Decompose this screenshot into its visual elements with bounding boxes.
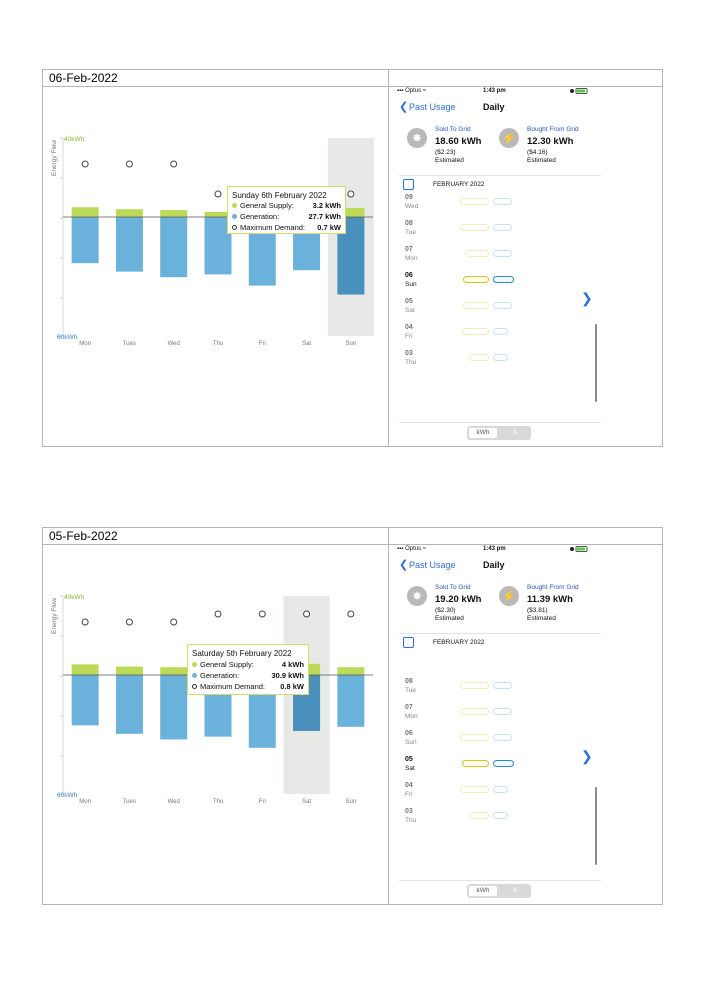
day-weekday: Tue bbox=[405, 687, 416, 694]
day-weekday: Sat bbox=[405, 307, 415, 314]
y-top-label: 40kWh bbox=[64, 136, 85, 143]
generation-bar bbox=[116, 675, 143, 734]
day-row[interactable] bbox=[405, 220, 605, 242]
day-row[interactable] bbox=[405, 730, 605, 752]
tooltip-title: Saturday 5th February 2022 bbox=[192, 649, 292, 658]
day-row[interactable] bbox=[405, 194, 605, 216]
day-number: 06 bbox=[405, 272, 413, 279]
day-number: 05 bbox=[405, 756, 413, 763]
divider bbox=[399, 633, 601, 634]
usage-pill-yellow bbox=[460, 734, 489, 741]
generation-bar bbox=[116, 217, 143, 272]
day-row[interactable] bbox=[405, 704, 605, 726]
supply-bar bbox=[160, 667, 187, 675]
day-weekday: Mon bbox=[405, 713, 418, 720]
x-tick-label: Mon bbox=[79, 799, 91, 805]
supply-dot-icon bbox=[192, 662, 197, 667]
day-number: 03 bbox=[405, 808, 413, 815]
stat-cost: ($2.30) bbox=[435, 607, 456, 614]
max-demand-point bbox=[171, 161, 177, 167]
status-bar bbox=[395, 546, 605, 556]
day-number: 04 bbox=[405, 782, 413, 789]
chevron-left-icon[interactable]: ❮ bbox=[399, 559, 409, 571]
kwh-toggle-option[interactable]: kWh bbox=[469, 886, 497, 896]
tooltip-label: General Supply: bbox=[200, 660, 254, 669]
usage-pill-blue bbox=[493, 734, 512, 741]
supply-bar bbox=[160, 210, 187, 217]
chevron-left-icon[interactable]: ❮ bbox=[399, 101, 409, 113]
usage-pill-blue bbox=[493, 708, 512, 715]
usage-pill-blue bbox=[493, 224, 512, 231]
max-demand-point bbox=[259, 611, 265, 617]
stat-value: 12.30 kWh bbox=[527, 136, 574, 147]
nav-title: Daily bbox=[483, 560, 505, 570]
day-weekday: Wed bbox=[405, 203, 419, 210]
energy-chart bbox=[43, 544, 388, 904]
nav-bar bbox=[395, 558, 605, 574]
scrollbar[interactable] bbox=[595, 324, 597, 402]
stat-label: Sold To Grid bbox=[435, 126, 471, 133]
energy-chart bbox=[43, 86, 388, 446]
screenshot-panel-1 bbox=[42, 69, 663, 447]
day-number: 07 bbox=[405, 246, 413, 253]
usage-pill-blue bbox=[493, 682, 512, 689]
chevron-right-icon[interactable]: ❯ bbox=[581, 748, 593, 764]
day-number: 08 bbox=[405, 220, 413, 227]
bought-from-grid-stat bbox=[497, 584, 597, 632]
day-weekday: Fri bbox=[405, 333, 413, 340]
panel-divider bbox=[388, 528, 389, 904]
usage-pill-yellow bbox=[460, 708, 489, 715]
generation-bar bbox=[337, 675, 364, 727]
panel-divider bbox=[388, 70, 389, 446]
day-row[interactable] bbox=[405, 678, 605, 700]
usage-pill-blue bbox=[493, 812, 508, 819]
divider bbox=[399, 422, 601, 423]
bolt-icon: ⚡ bbox=[499, 128, 519, 148]
x-tick-label: Tues bbox=[122, 799, 136, 805]
usage-pill-yellow bbox=[463, 276, 489, 283]
sold-to-grid-stat bbox=[405, 126, 505, 174]
unit-toggle[interactable] bbox=[467, 884, 531, 898]
generation-dot-icon bbox=[232, 214, 237, 219]
dollar-toggle-option[interactable]: $ bbox=[513, 429, 517, 436]
stat-label: Bought From Grid bbox=[527, 584, 579, 591]
day-weekday: Fri bbox=[405, 791, 413, 798]
tooltip-value: 30.9 kWh bbox=[271, 671, 304, 680]
day-weekday: Sun bbox=[405, 281, 417, 288]
usage-pill-yellow bbox=[460, 198, 489, 205]
usage-pill-yellow bbox=[462, 760, 489, 767]
day-weekday: Thu bbox=[405, 817, 417, 824]
stat-cost: ($3.81) bbox=[527, 607, 548, 614]
day-row[interactable] bbox=[405, 782, 605, 804]
sold-to-grid-stat bbox=[405, 584, 505, 632]
max-demand-point bbox=[348, 611, 354, 617]
tooltip-row-supply bbox=[192, 660, 304, 670]
generation-dot-icon bbox=[192, 673, 197, 678]
supply-bar bbox=[337, 667, 364, 675]
generation-bar bbox=[72, 675, 99, 725]
supply-bar bbox=[72, 664, 99, 675]
panel-date-title: 06-Feb-2022 bbox=[49, 71, 118, 85]
bolt-icon: ⚡ bbox=[499, 586, 519, 606]
screenshot-panel-2 bbox=[42, 527, 663, 905]
dollar-toggle-option[interactable]: $ bbox=[513, 887, 517, 894]
day-row[interactable] bbox=[405, 350, 605, 372]
day-row[interactable] bbox=[405, 808, 605, 830]
y-axis-label: Energy Flow bbox=[51, 139, 58, 176]
panel-header bbox=[43, 528, 662, 545]
x-tick-label: Sat bbox=[302, 341, 312, 347]
month-label: FEBRUARY 2022 bbox=[433, 181, 485, 188]
generation-bar bbox=[72, 217, 99, 263]
stat-cost: ($2.23) bbox=[435, 149, 456, 156]
carrier-label: ▪▪▪ Optus ≈ bbox=[397, 546, 427, 552]
day-weekday: Mon bbox=[405, 255, 418, 262]
day-number: 06 bbox=[405, 730, 413, 737]
stat-label: Bought From Grid bbox=[527, 126, 579, 133]
day-number: 05 bbox=[405, 298, 413, 305]
day-weekday: Tue bbox=[405, 229, 416, 236]
carrier-name: Optus bbox=[405, 88, 422, 94]
day-weekday: Sat bbox=[405, 765, 415, 772]
divider bbox=[399, 175, 601, 176]
status-time: 1:43 pm bbox=[483, 88, 506, 94]
status-time: 1:43 pm bbox=[483, 546, 506, 552]
x-tick-label: Wed bbox=[167, 341, 180, 347]
battery-icon bbox=[570, 546, 590, 552]
tooltip-label: Maximum Demand: bbox=[240, 223, 306, 232]
stat-note: Estimated bbox=[527, 157, 556, 164]
tooltip-value: 4 kWh bbox=[281, 660, 304, 669]
x-tick-label: Mon bbox=[79, 341, 91, 347]
x-tick-label: Wed bbox=[167, 799, 180, 805]
demand-dot-icon bbox=[232, 225, 237, 230]
tooltip-label: Maximum Demand: bbox=[200, 682, 266, 691]
tooltip-value: 0.7 kW bbox=[317, 223, 341, 232]
day-weekday: Sun bbox=[405, 739, 417, 746]
supply-bar bbox=[116, 209, 143, 217]
day-row[interactable] bbox=[405, 298, 605, 320]
day-number: 07 bbox=[405, 704, 413, 711]
max-demand-point bbox=[348, 191, 354, 197]
stat-note: Estimated bbox=[435, 157, 464, 164]
day-row[interactable] bbox=[405, 756, 605, 778]
tooltip-label: Generation: bbox=[200, 671, 240, 680]
max-demand-point bbox=[82, 161, 88, 167]
phone-screen bbox=[395, 86, 605, 446]
max-demand-point bbox=[171, 619, 177, 625]
back-button[interactable]: Past Usage bbox=[409, 560, 456, 570]
usage-pill-blue bbox=[493, 302, 512, 309]
max-demand-point bbox=[126, 161, 132, 167]
panel-date-title: 05-Feb-2022 bbox=[49, 529, 118, 543]
tooltip-label: Generation: bbox=[240, 212, 280, 221]
y-bottom-label: 60kWh bbox=[57, 334, 78, 341]
wifi-icon: ≈ bbox=[422, 546, 427, 552]
max-demand-point bbox=[304, 611, 310, 617]
tooltip-row-demand bbox=[192, 682, 304, 692]
tooltip-value: 0.8 kW bbox=[280, 682, 304, 691]
back-button[interactable]: Past Usage bbox=[409, 102, 456, 112]
x-tick-label: Sun bbox=[345, 341, 357, 347]
x-tick-label: Thu bbox=[212, 799, 224, 805]
tooltip-row-supply bbox=[232, 201, 341, 211]
day-row[interactable] bbox=[405, 324, 605, 346]
y-top-label: 40kWh bbox=[64, 594, 85, 601]
y-axis-label: Energy Flow bbox=[51, 597, 58, 634]
usage-pill-blue bbox=[493, 786, 508, 793]
stat-cost: ($4.16) bbox=[527, 149, 548, 156]
usage-pill-yellow bbox=[469, 354, 489, 361]
stat-note: Estimated bbox=[435, 615, 464, 622]
sun-icon: ✸ bbox=[407, 586, 427, 606]
bought-from-grid-stat bbox=[497, 126, 597, 174]
stat-value: 11.39 kWh bbox=[527, 594, 573, 605]
usage-pill-yellow bbox=[460, 786, 489, 793]
x-tick-label: Tues bbox=[122, 341, 136, 347]
sun-icon: ✸ bbox=[407, 128, 427, 148]
x-tick-label: Sun bbox=[345, 799, 357, 805]
stat-note: Estimated bbox=[527, 615, 556, 622]
nav-title: Daily bbox=[483, 102, 505, 112]
supply-dot-icon bbox=[232, 203, 237, 208]
max-demand-point bbox=[215, 191, 221, 197]
x-tick-label: Fri bbox=[258, 341, 266, 347]
scrollbar[interactable] bbox=[595, 787, 597, 865]
phone-screen bbox=[395, 544, 605, 904]
month-label: FEBRUARY 2022 bbox=[433, 639, 485, 646]
usage-pill-blue bbox=[493, 250, 512, 257]
x-tick-label: Sat bbox=[302, 799, 312, 805]
panel-header bbox=[43, 70, 662, 87]
supply-bar bbox=[116, 667, 143, 675]
generation-bar bbox=[160, 217, 187, 277]
tooltip-row-generation bbox=[232, 212, 341, 222]
day-number: 08 bbox=[405, 678, 413, 685]
usage-pill-yellow bbox=[469, 812, 489, 819]
y-bottom-label: 60kWh bbox=[57, 792, 78, 799]
max-demand-point bbox=[215, 611, 221, 617]
usage-pill-yellow bbox=[460, 224, 489, 231]
usage-pill-yellow bbox=[465, 250, 489, 257]
wifi-icon: ≈ bbox=[422, 88, 427, 94]
unit-toggle[interactable] bbox=[467, 426, 531, 440]
tooltip-label: General Supply: bbox=[240, 201, 294, 210]
max-demand-point bbox=[82, 619, 88, 625]
tooltip-title: Sunday 6th February 2022 bbox=[232, 191, 327, 200]
carrier-label: ▪▪▪ Optus ≈ bbox=[397, 88, 427, 94]
chart-tooltip bbox=[187, 644, 309, 695]
status-bar bbox=[395, 88, 605, 98]
usage-pill-blue bbox=[493, 328, 508, 335]
calendar-icon[interactable] bbox=[403, 637, 414, 648]
day-number: 03 bbox=[405, 350, 413, 357]
tooltip-row-generation bbox=[192, 671, 304, 681]
supply-bar bbox=[72, 207, 99, 217]
x-tick-label: Thu bbox=[212, 341, 224, 347]
usage-pill-blue bbox=[493, 276, 514, 283]
x-tick-label: Fri bbox=[258, 799, 266, 805]
day-number: 04 bbox=[405, 324, 413, 331]
chart-tooltip bbox=[227, 186, 346, 234]
nav-bar bbox=[395, 100, 605, 116]
kwh-toggle-option[interactable]: kWh bbox=[469, 428, 497, 438]
demand-dot-icon bbox=[192, 684, 197, 689]
max-demand-point bbox=[126, 619, 132, 625]
day-row[interactable] bbox=[405, 246, 605, 268]
carrier-name: Optus bbox=[405, 546, 422, 552]
usage-pill-yellow bbox=[463, 302, 489, 309]
tooltip-row-demand bbox=[232, 223, 341, 233]
stat-label: Sold To Grid bbox=[435, 584, 471, 591]
usage-pill-blue bbox=[493, 760, 514, 767]
battery-icon bbox=[570, 88, 590, 94]
tooltip-value: 27.7 kWh bbox=[308, 212, 341, 221]
tooltip-value: 3.2 kWh bbox=[312, 201, 341, 210]
usage-pill-blue bbox=[493, 198, 512, 205]
usage-pill-yellow bbox=[462, 328, 489, 335]
calendar-icon[interactable] bbox=[403, 179, 414, 190]
generation-bar bbox=[160, 675, 187, 739]
stat-value: 19.20 kWh bbox=[435, 594, 482, 605]
day-number: 09 bbox=[405, 194, 413, 201]
divider bbox=[399, 880, 601, 881]
day-weekday: Thu bbox=[405, 359, 417, 366]
stat-value: 18.60 kWh bbox=[435, 136, 482, 147]
usage-pill-yellow bbox=[460, 682, 489, 689]
usage-pill-blue bbox=[493, 354, 508, 361]
day-row[interactable] bbox=[405, 272, 605, 294]
chevron-right-icon[interactable]: ❯ bbox=[581, 290, 593, 306]
